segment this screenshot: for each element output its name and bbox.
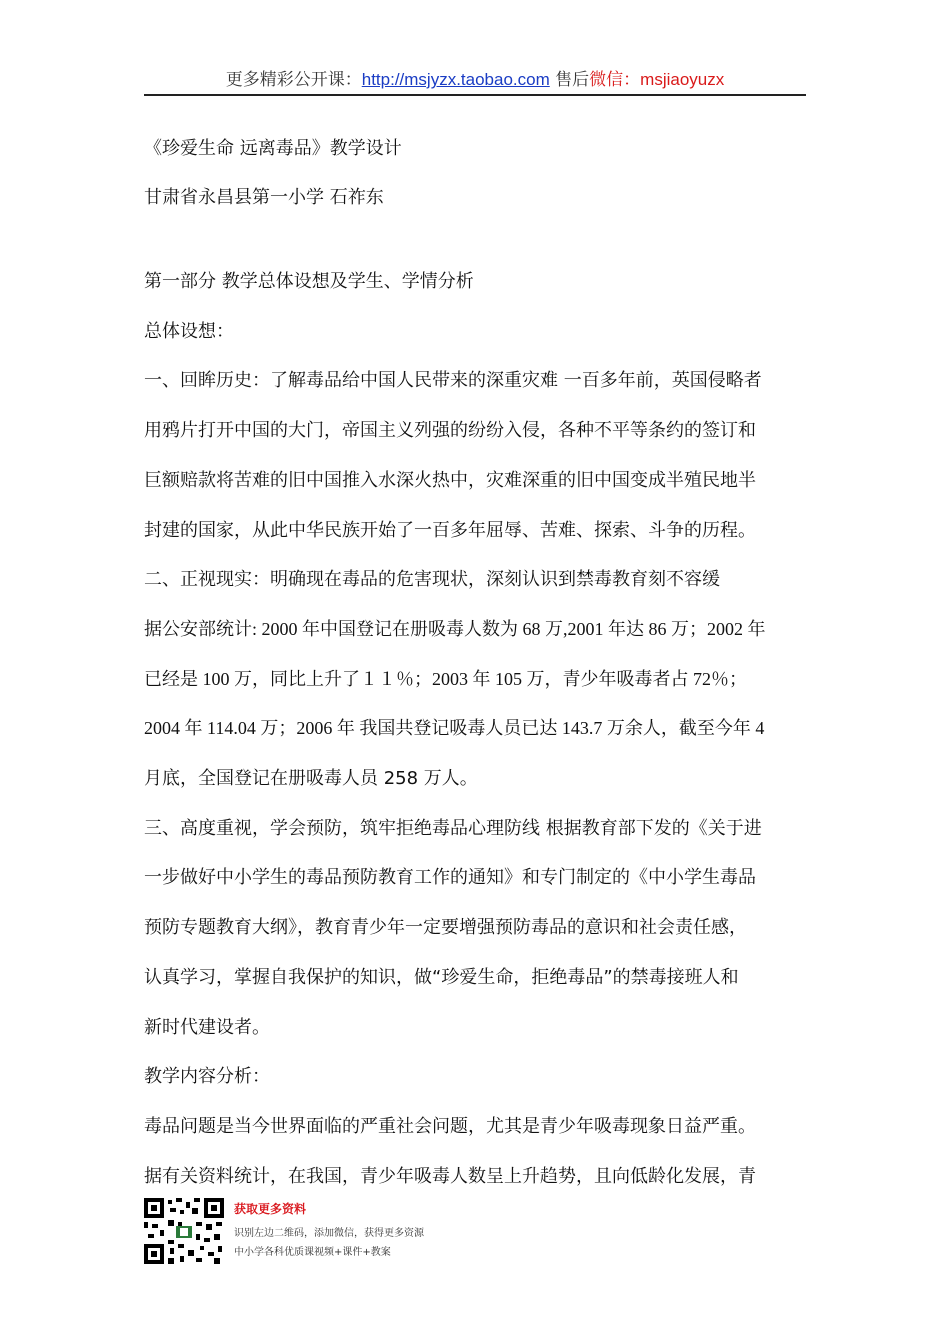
body-line: 第一部分 教学总体设想及学生、学情分析 <box>144 271 474 292</box>
header-wechat-label: 微信： <box>589 70 641 90</box>
header-after-sales: 售后 <box>555 70 590 90</box>
body-line: 毒品问题是当今世界面临的严重社会问题，尤其是青少年吸毒现象日益严重。 <box>144 1115 756 1137</box>
document-title: 《珍爱生命 远离毒品》教学设计 <box>144 138 402 159</box>
document-author: 甘肃省永昌县第一小学 石祚东 <box>144 187 384 208</box>
body-line: 总体设想： <box>144 320 234 342</box>
body-line: 一步做好中小学生的毒品预防教育工作的通知》和专门制定的《中小学生毒品 <box>144 867 756 889</box>
body-line: 据有关资料统计，在我国，青少年吸毒人数呈上升趋势，且向低龄化发展，青 <box>144 1165 756 1187</box>
body-line: 预防专题教育大纲》，教育青少年一定要增强预防毒品的意识和社会责任感， <box>144 917 747 939</box>
page-header <box>144 66 806 96</box>
header-shop-link[interactable]: http://msjyzx.taobao.com <box>361 70 550 89</box>
header-prefix: 更多精彩公开课： <box>225 70 362 90</box>
promo-footer <box>144 1196 504 1266</box>
promo-line-1: 识别左边二维码，添加微信，获得更多资源 <box>234 1228 424 1239</box>
body-line: 2004 年 114.04 万；2006 年 我国共登记吸毒人员已达 143.7 万余人，截至今年 4 <box>144 718 765 739</box>
qr-code-icon[interactable] <box>144 1198 224 1264</box>
body-line: 巨额赔款将苦难的旧中国推入水深火热中，灾难深重的旧中国变成半殖民地半 <box>144 469 756 491</box>
body-line: 二、正视现实：明确现在毒品的危害现状，深刻认识到禁毒教育刻不容缓 <box>144 569 720 591</box>
body-line: 已经是 100 万，同比上升了１１％；2003 年 105 万，青少年吸毒者占 72％； <box>144 668 747 689</box>
header-wechat-id: msjiaoyuzx <box>640 70 725 89</box>
body-line: 用鸦片打开中国的大门，帝国主义列强的纷纷入侵，各种不平等条约的签订和 <box>144 420 756 442</box>
document-body <box>144 257 806 1201</box>
body-line: 新时代建设者。 <box>144 1016 270 1038</box>
body-line: 教学内容分析： <box>144 1066 270 1088</box>
promo-headline: 获取更多资料 <box>234 1202 307 1216</box>
promo-line-2: 中小学各科优质课视频+课件+教案 <box>234 1247 391 1258</box>
body-line: 认真学习，掌握自我保护的知识，做“珍爱生命，拒绝毒品”的禁毒接班人和 <box>144 966 739 988</box>
body-line: 据公安部统计: 2000 年中国登记在册吸毒人数为 68 万,2001 年达 86 万；2002 年 <box>144 618 766 639</box>
body-line: 三、高度重视，学会预防，筑牢拒绝毒品心理防线 根据教育部下发的《关于进 <box>144 817 762 839</box>
body-line: 封建的国家，从此中华民族开始了一百多年屈辱、苦难、探索、斗争的历程。 <box>144 519 756 541</box>
body-line: 月底，全国登记在册吸毒人员 258 万人。 <box>144 768 478 790</box>
body-line: 一、回眸历史：了解毒品给中国人民带来的深重灾难 一百多年前，英国侵略者 <box>144 370 762 392</box>
